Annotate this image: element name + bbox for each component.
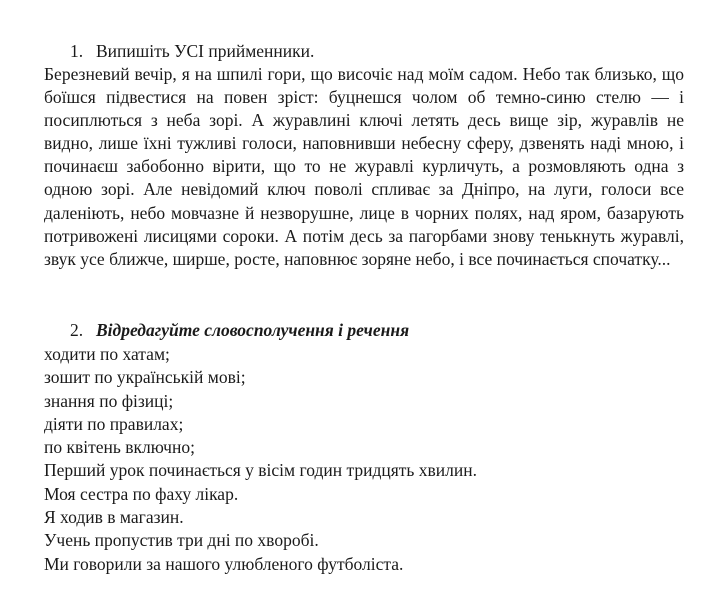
list-item: Ми говорили за нашого улюбленого футболіста.	[44, 553, 404, 574]
list-item: Я ходив в магазин.	[44, 507, 184, 528]
list-item: діяти по правилах;	[44, 413, 184, 434]
list-item: Моя сестра по фаху лікар.	[44, 483, 239, 504]
task-1-title: Випишіть УСІ прийменники.	[96, 41, 315, 61]
list-item: Учень пропустив три дні по хворобі.	[44, 530, 319, 551]
list-item: по квітень включно;	[44, 437, 195, 458]
list-item: Перший урок починається у вісім годин тридцять хвилин.	[44, 460, 477, 481]
list-item: зошит по українській мові;	[44, 367, 246, 388]
task-1-number: 1.	[70, 41, 84, 61]
list-item: знання по фізиці;	[44, 390, 174, 411]
task-2-number: 2.	[70, 320, 84, 340]
list-item: ходити по хатам;	[44, 344, 170, 364]
task-2-heading	[70, 318, 409, 342]
task-1-heading	[70, 39, 314, 63]
task-2-list	[44, 343, 477, 576]
task-2-title: Відредагуйте словосполучення і речення	[96, 320, 410, 340]
task-1-paragraph: Березневий вечір, я на шпилі гори, що височіє над моїм садом. Небо так близько, що боїшся підвестися на повен зріст: буцнешся чолом об темно-синю стелю — і посиплються з неба зорі. А журавлині ключі летять десь вище зір, журавлів не видно, лише їхні тужливі голоси, наповнивши небесну сферу, дзвенять наді мною, і починаєш забобонно вірити, що то не журавлі курличуть, а розмовляють одна з одною зорі. Але невідомий ключ поволі спливає за Дніпро, на луги, голоси все даленіють, небо мовчазне й незворушне, лице в чорних полях, над яром, базарують потривожені лисицями сороки. А потім десь за пагорбами знову тенькнуть журавлі, звук усе ближче, ширше, росте, наповнює зоряне небо, і все починається спочатку...	[44, 64, 684, 269]
